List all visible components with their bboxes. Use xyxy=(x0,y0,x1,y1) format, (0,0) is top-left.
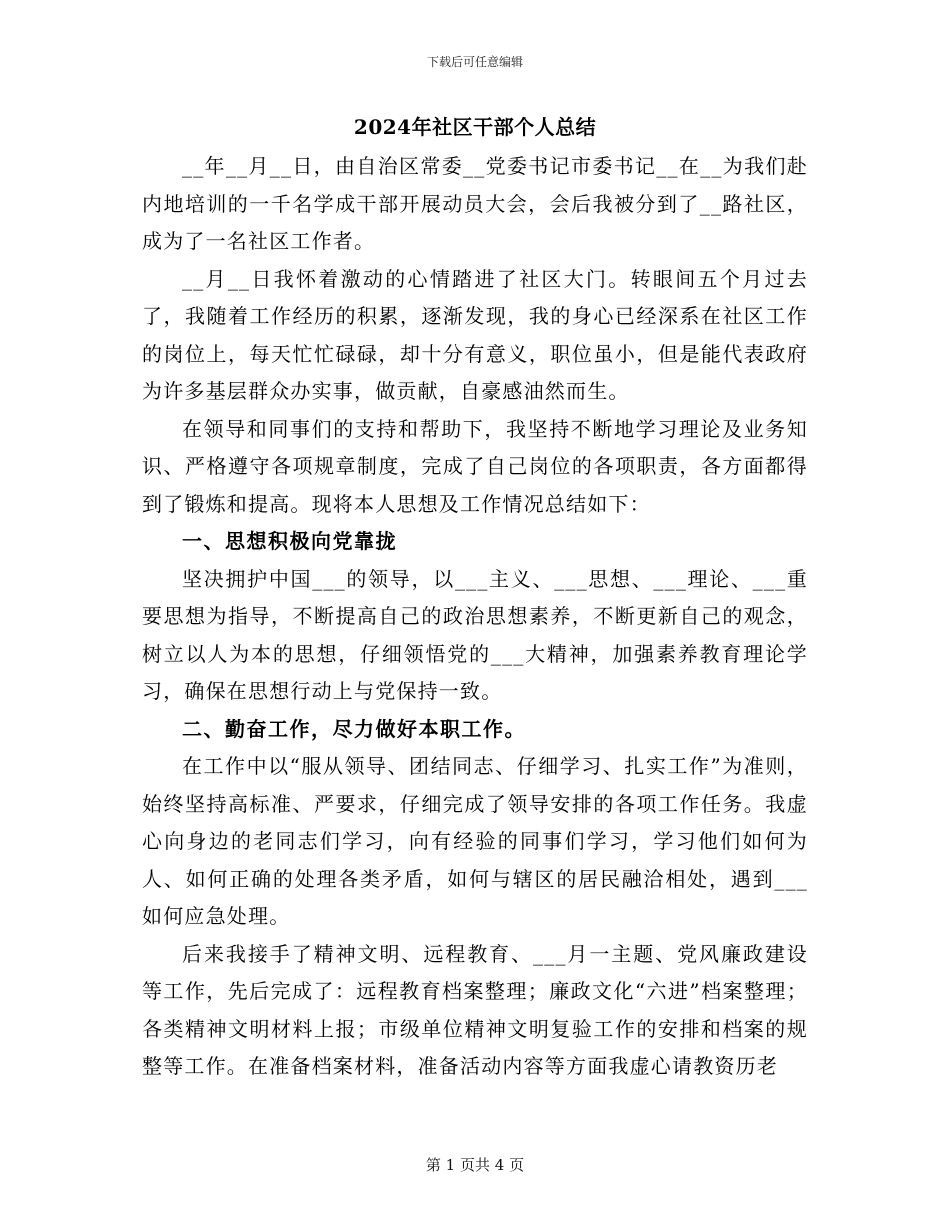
paragraph-intro-2: __月__日我怀着激动的心情踏进了社区大门。转眼间五个月过去了，我随着工作经历的积累，逐渐发现，我的身心已经深系在社区工作的岗位上，每天忙忙碌碌，却十分有意义，职位虽小，但是能代表政府为许多基层群众办实事，做贡献，自豪感油然而生。 xyxy=(142,266,808,403)
paragraph-intro-3: 在领导和同事们的支持和帮助下，我坚持不断地学习理论及业务知识、严格遵守各项规章制度，完成了自己岗位的各项职责，各方面都得到了锻炼和提高。现将本人思想及工作情况总结如下： xyxy=(142,416,808,516)
paragraph-intro-1: __年__月__日，由自治区常委__党委书记市委书记__在__为我们赴内地培训的一千名学成干部开展动员大会，会后我被分到了__路社区，成为了一名社区工作者。 xyxy=(142,154,808,253)
section-2-paragraph-1: 在工作中以“服从领导、团结同志、仔细学习、扎实工作”为准则，始终坚持高标准、严要求，仔细完成了领导安排的各项工作任务。我虚心向身边的老同志们学习，向有经验的同事们学习，学习他们如何为人、如何正确的处理各类矛盾，如何与辖区的居民融洽相处，遇到___如何应急处理。 xyxy=(142,754,808,928)
download-note: 下载后可任意编辑 xyxy=(426,55,523,69)
section-heading-1: 一、思想积极向党靠拢 xyxy=(182,529,397,553)
section-1-paragraph: 坚决拥护中国___的领导，以___主义、___思想、___理论、___重要思想为指导，不断提高自己的政治思想素养，不断更新自己的观念，树立以人为本的思想，仔细领悟党的___大精神，加强素养教育理论学习，确保在思想行动上与党保持一致。 xyxy=(142,566,808,703)
page-number: 第 1 页共 4 页 xyxy=(425,1156,525,1174)
document-title: 2024年社区干部个人总结 xyxy=(353,115,597,139)
section-heading-2: 二、勤奋工作，尽力做好本职工作。 xyxy=(182,716,526,741)
section-2-paragraph-2: 后来我接手了精神文明、远程教育、___月一主题、党风廉政建设等工作，先后完成了：远程教育档案整理；廉政文化“六进”档案整理；各类精神文明材料上报；市级单位精神文明复验工作的安排和档案的规整等工作。在准备档案材料，准备活动内容等方面我虚心请教资历老 xyxy=(142,941,808,1078)
document-body xyxy=(142,148,808,1086)
